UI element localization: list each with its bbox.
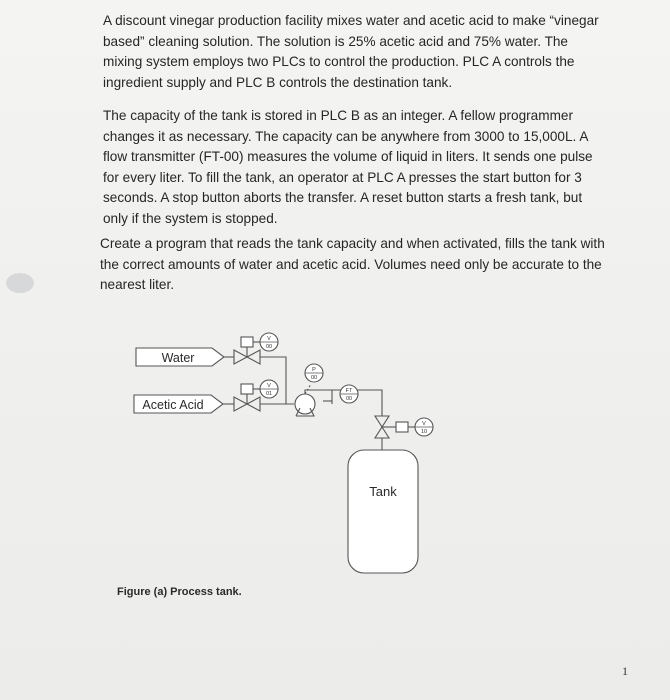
svg-text:10: 10 bbox=[420, 429, 428, 435]
paragraph-task: Create a program that reads the tank capacity and when activated, fills the tank with the correct amounts of water and acetic acid. Volumes need only be accurate to the nearest liter. bbox=[100, 236, 605, 293]
svg-text:00: 00 bbox=[345, 396, 353, 402]
paragraph-intro: A discount vinegar production facility mixes water and acetic acid to make “vinegar based” cleaning solution. The solution is 25% acetic acid and 75% water. The mixing system employs two PLCs to control the production. PLC A controls the ingredient supply and PLC B controls the destination tank. bbox=[103, 13, 599, 90]
svg-text:FT: FT bbox=[345, 388, 353, 394]
tank-label: Tank bbox=[369, 484, 397, 499]
svg-text:01: 01 bbox=[265, 391, 273, 397]
svg-text:V: V bbox=[267, 383, 271, 389]
valve-v00-icon bbox=[234, 333, 278, 364]
svg-text:V: V bbox=[267, 336, 271, 342]
margin-blob-mark bbox=[6, 273, 34, 293]
svg-text:00: 00 bbox=[310, 375, 318, 381]
acetic-acid-label: Acetic Acid bbox=[142, 398, 204, 412]
water-source bbox=[136, 348, 224, 366]
svg-text:P: P bbox=[312, 367, 316, 373]
valve-v10-icon bbox=[375, 416, 433, 438]
paragraph-capacity: The capacity of the tank is stored in PLC B as an integer. A fellow programmer changes it as necessary. The capacity can be anywhere from 3000 to 15,000L. A flow transmitter (FT-00) measures the volume of liquid in liters. It sends one pulse for every liter. To fill the tank, an operator at PLC A presses the start button for 3 seconds. A stop button aborts the transfer. A reset button starts a fresh tank, but only if the system is stopped. bbox=[103, 108, 593, 226]
tank bbox=[348, 450, 418, 573]
acetic-acid-source bbox=[134, 395, 223, 413]
water-label: Water bbox=[161, 351, 195, 365]
svg-text:00: 00 bbox=[265, 344, 273, 350]
process-tank-diagram bbox=[120, 328, 450, 578]
page-number: 1 bbox=[622, 664, 628, 678]
valve-v01-icon bbox=[234, 380, 278, 411]
svg-text:V: V bbox=[422, 421, 426, 427]
figure-caption: Figure (a) Process tank. bbox=[117, 586, 242, 598]
